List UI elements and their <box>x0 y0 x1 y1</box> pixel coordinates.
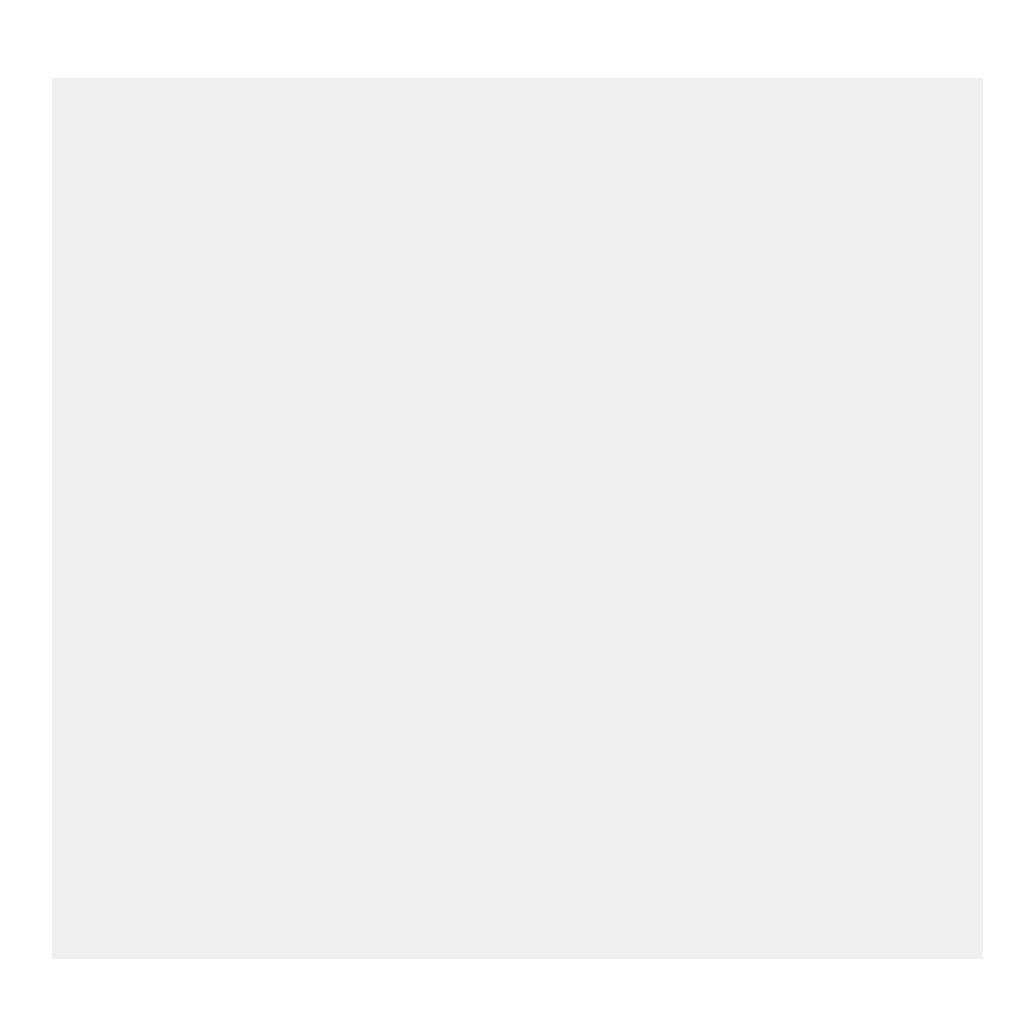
spec-panel <box>52 78 983 959</box>
